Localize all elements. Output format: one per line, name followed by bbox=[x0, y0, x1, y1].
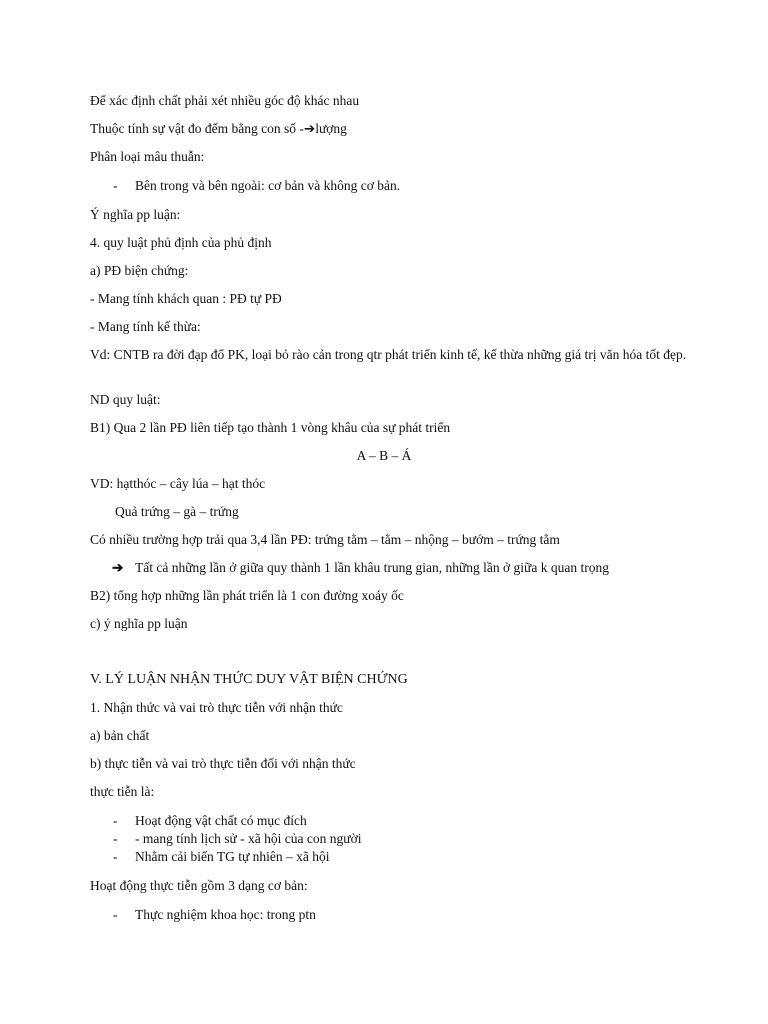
text-line: B1) Qua 2 lần PĐ liên tiếp tạo thành 1 vòng khâu của sự phát triển bbox=[90, 420, 451, 435]
text-line: VD: hạtthóc – cây lúa – hạt thóc bbox=[90, 476, 266, 491]
text-line: Có nhiều trường hợp trải qua 3,4 lần PĐ: trứng tằm – tằm – nhộng – bướm – trứng tằm bbox=[90, 532, 560, 547]
text-line: 1. Nhận thức và vai trò thực tiễn với nhận thức bbox=[90, 700, 343, 715]
text-paragraph: Vd: CNTB ra đời đạp đổ PK, loại bỏ rào cản trong qtr phát triển kinh tế, kế thừa những giá trị văn hóa tốt đẹp. bbox=[90, 347, 687, 362]
text-line: a) bản chất bbox=[90, 728, 150, 743]
list-item: Tất cả những lần ở giữa quy thành 1 lần khâu trung gian, những lần ở giữa k quan trọng bbox=[135, 560, 609, 575]
centered-formula: A – B – Á bbox=[356, 448, 412, 463]
list-item: Thực nghiệm khoa học: trong ptn bbox=[135, 907, 316, 922]
text-line: Phân loại mâu thuẫn: bbox=[90, 149, 205, 164]
text-line: thực tiễn là: bbox=[90, 784, 155, 799]
text-line: c) ý nghĩa pp luận bbox=[90, 616, 188, 631]
list-dash: - bbox=[113, 178, 118, 193]
list-item: - mang tính lịch sử - xã hội của con người bbox=[135, 831, 362, 846]
text-line: Để xác định chất phải xét nhiều góc độ khác nhau bbox=[90, 93, 360, 108]
text-line: B2) tổng hợp những lần phát triển là 1 con đường xoáy ốc bbox=[90, 588, 404, 603]
text-line: Hoạt động thực tiễn gồm 3 dạng cơ bản: bbox=[90, 878, 308, 893]
text-line: Thuộc tính sự vật đo đếm bằng con số -➔lượng bbox=[90, 121, 347, 136]
list-dash: - bbox=[113, 831, 118, 846]
arrow-icon: ➔ bbox=[112, 560, 124, 575]
section-heading: V. LÝ LUẬN NHẬN THỨC DUY VẬT BIỆN CHỨNG bbox=[90, 672, 408, 687]
text-line: ND quy luật: bbox=[90, 392, 161, 407]
list-dash: - bbox=[113, 813, 118, 828]
list-item: Hoạt động vật chất có mục đích bbox=[135, 813, 307, 828]
text-line: Quả trứng – gà – trứng bbox=[115, 504, 239, 519]
text-line: 4. quy luật phủ định của phủ định bbox=[90, 235, 272, 250]
text-line: - Mang tính khách quan : PĐ tự PĐ bbox=[90, 291, 282, 306]
list-item: Nhằm cải biến TG tự nhiên – xã hội bbox=[135, 849, 330, 864]
list-dash: - bbox=[113, 907, 118, 922]
text-line: - Mang tính kế thừa: bbox=[90, 319, 201, 334]
text-line: b) thực tiễn và vai trò thực tiễn đối với nhận thức bbox=[90, 756, 356, 771]
list-item: Bên trong và bên ngoài: cơ bản và không cơ bản. bbox=[135, 178, 401, 193]
text-line: Ý nghĩa pp luận: bbox=[90, 207, 181, 222]
list-dash: - bbox=[113, 849, 118, 864]
text-line: a) PĐ biện chứng: bbox=[90, 263, 189, 278]
